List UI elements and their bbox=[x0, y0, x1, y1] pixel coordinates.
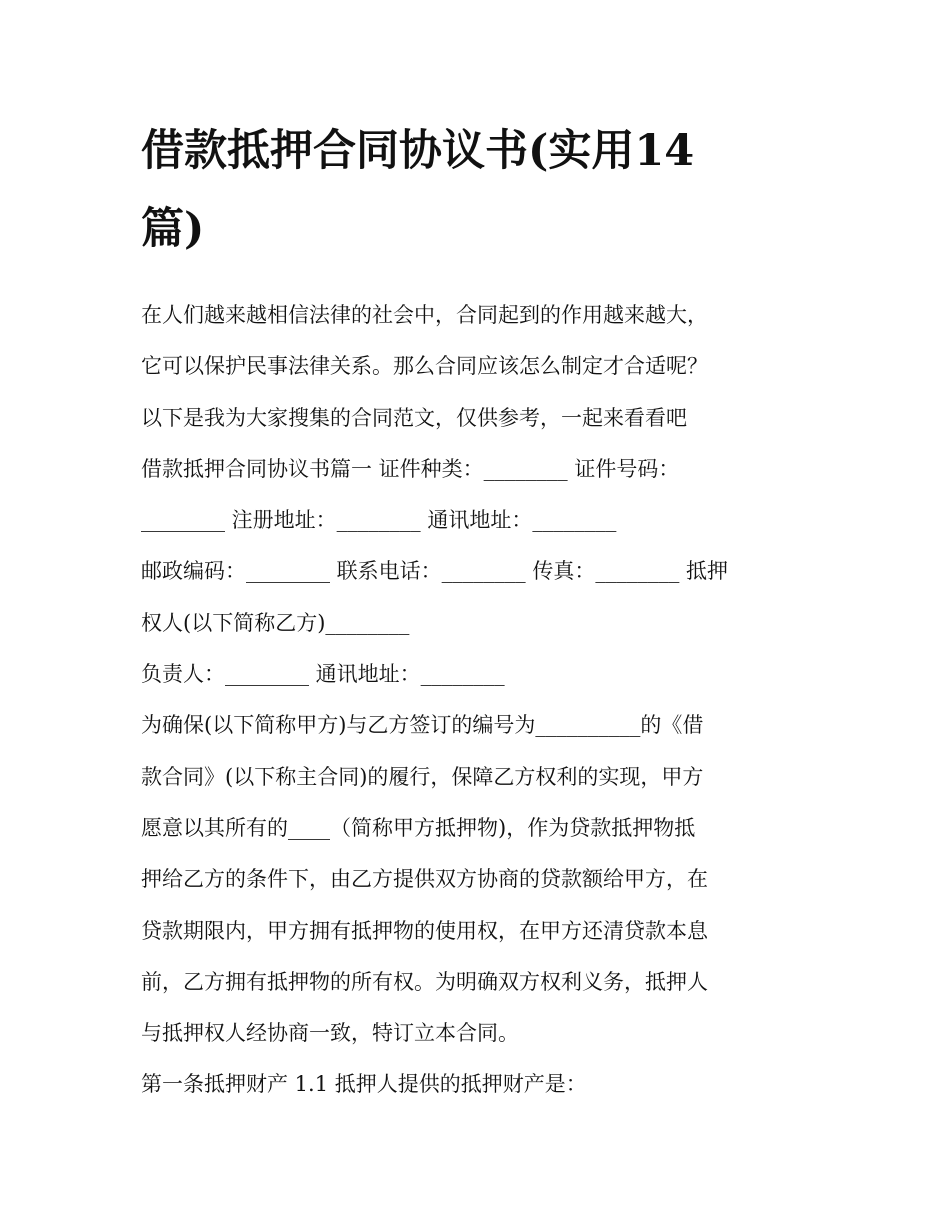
body-line: ________ 注册地址：________ 通讯地址：________ bbox=[141, 508, 617, 533]
document-body bbox=[141, 290, 816, 1111]
body-line: 押给乙方的条件下，由乙方提供双方协商的贷款额给甲方，在 bbox=[141, 867, 708, 892]
document-title bbox=[141, 112, 816, 268]
body-line: 款合同》(以下称主合同)的履行，保障乙方权利的实现，甲方 bbox=[141, 764, 704, 789]
body-line: 与抵押权人经协商一致，特订立本合同。 bbox=[141, 1021, 519, 1046]
body-line: 权人(以下简称乙方)________ bbox=[141, 610, 410, 635]
body-line: 借款抵押合同协议书篇一 证件种类：________ 证件号码： bbox=[141, 456, 680, 481]
body-line: 贷款期限内，甲方拥有抵押物的使用权，在甲方还清贷款本息 bbox=[141, 918, 708, 943]
body-line: 前，乙方拥有抵押物的所有权。为明确双方权利义务，抵押人 bbox=[141, 969, 708, 994]
title-line-2: 篇) bbox=[141, 204, 205, 254]
body-line: 邮政编码：________ 联系电话：________ 传真：________ 抵押 bbox=[141, 559, 729, 584]
body-line: 为确保(以下简称甲方)与乙方签订的编号为__________的《借 bbox=[141, 713, 704, 738]
body-line: 它可以保护民事法律关系。那么合同应该怎么制定才合适呢？ bbox=[141, 354, 708, 379]
body-line: 负责人：________ 通讯地址：________ bbox=[141, 662, 505, 687]
body-line: 以下是我为大家搜集的合同范文，仅供参考，一起来看看吧 bbox=[141, 405, 687, 430]
body-line: 在人们越来越相信法律的社会中，合同起到的作用越来越大， bbox=[141, 303, 708, 327]
body-line: 第一条抵押财产 1.1 抵押人提供的抵押财产是： bbox=[141, 1072, 587, 1097]
title-line-1: 借款抵押合同协议书(实用14 bbox=[141, 126, 695, 176]
document-page bbox=[141, 112, 816, 1111]
body-line: 愿意以其所有的____（简称甲方抵押物)，作为贷款抵押物抵 bbox=[141, 815, 696, 840]
